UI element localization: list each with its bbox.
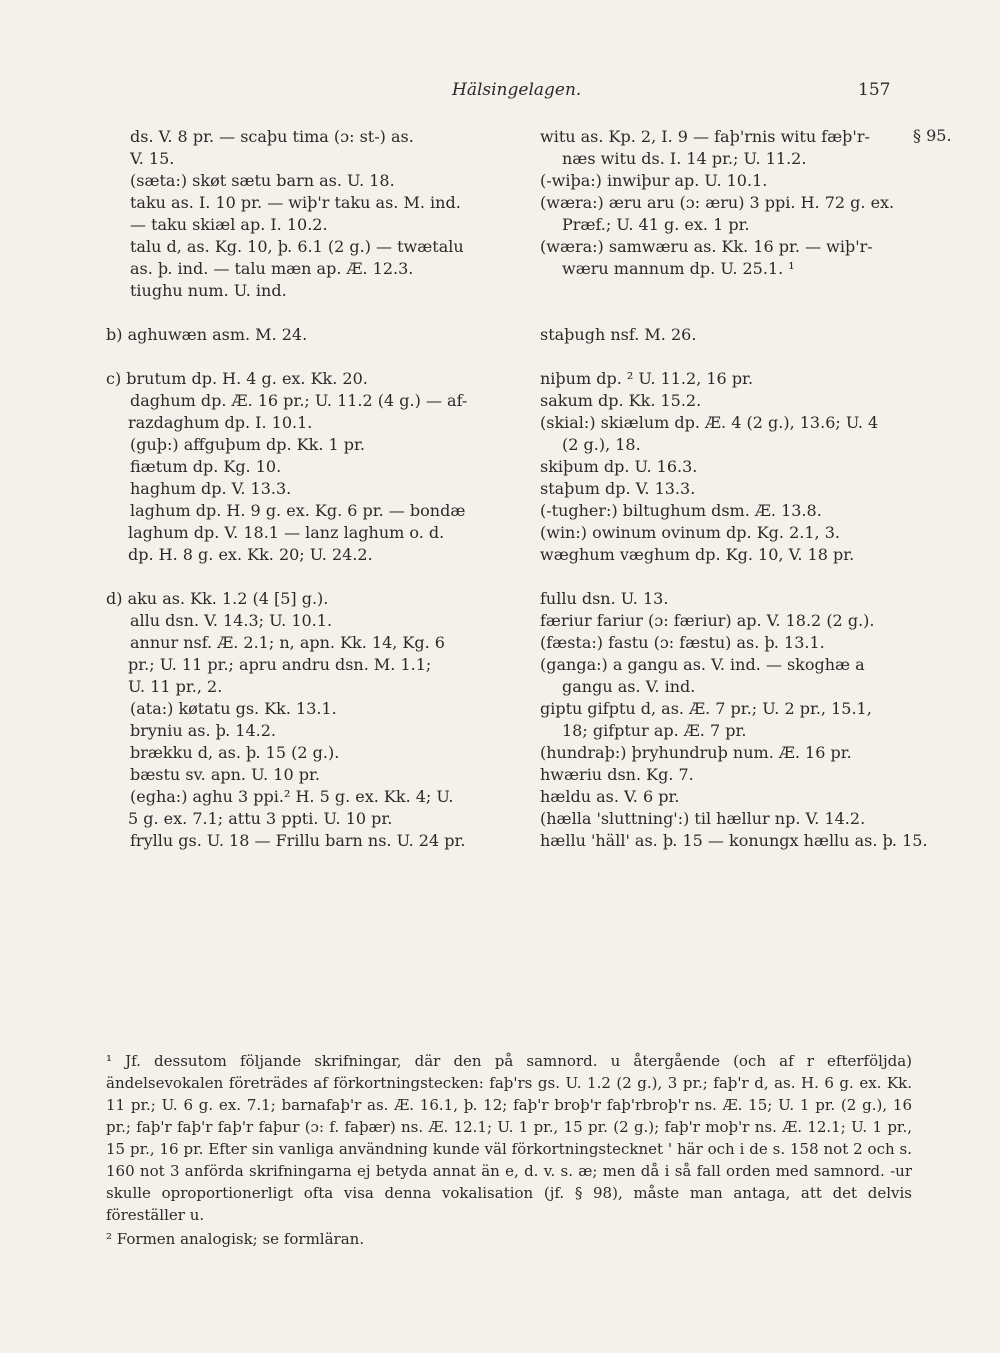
text-line: fiætum dp. Kg. 10. [130, 457, 282, 476]
text-line: (wæra:) samwæru as. Kk. 16 pr. — wiþ'r- [540, 237, 873, 256]
text-line: brækku d, as. þ. 15 (2 g.). [130, 743, 340, 762]
text-line: sakum dp. Kk. 15.2. [540, 391, 702, 410]
text-line: bæstu sv. apn. U. 10 pr. [130, 765, 320, 784]
text-line: (hundraþ:) þryhundruþ num. Æ. 16 pr. [540, 743, 852, 762]
text-line: staþugh nsf. M. 26. [540, 325, 697, 344]
section-margin-note: § 95. [913, 126, 952, 145]
text-line: færiur fariur (ɔ: færiur) ap. V. 18.2 (2 g.). [540, 611, 875, 630]
text-line: witu as. Kp. 2, I. 9 — faþ'rnis witu fæþ'r- [540, 127, 870, 146]
text-line: taku as. I. 10 pr. — wiþ'r taku as. M. ind. [130, 193, 461, 212]
footnotes [106, 1050, 912, 1250]
text-line: d) aku as. Kk. 1.2 (4 [5] g.). [106, 589, 329, 608]
text-line: V. 15. [130, 149, 175, 168]
text-line: gangu as. V. ind. [562, 677, 696, 696]
text-line: laghum dp. V. 18.1 — lanz laghum o. d. [128, 523, 445, 542]
text-line: (hælla 'sluttning':) til hællur np. V. 14.2. [540, 809, 866, 828]
text-line [540, 280, 912, 302]
text-line: (sæta:) skøt sætu barn as. U. 18. [130, 171, 395, 190]
text-line: ds. V. 8 pr. — scaþu tima (ɔ: st-) as. [130, 127, 414, 146]
text-line: b) aghuwæn asm. M. 24. [106, 325, 308, 344]
text-line: (ata:) køtatu gs. Kk. 13.1. [130, 699, 337, 718]
text-line [106, 302, 511, 324]
text-line: wæghum væghum dp. Kg. 10, V. 18 pr. [540, 545, 855, 564]
footnote: ¹ Jf. dessutom följande skrifningar, där den på samnord. u återgående (och af r efterföljda) ändelsevokalen företrädes af förkortningstecken: faþ'rs gs. U. 1.2 (2 g.), 3 pr.; faþ'r d, as. H. 6 g. ex. Kk. 11 pr.; U. 6 g. ex. 7.1; barnafaþ'r as. Æ. 16.1, þ. 12; faþ'r broþ'r faþ'rbroþ'r ns. Æ. 15; U. 1 pr. (2 g.), 16 pr.; faþ'r faþ'r faþ'r faþur (ɔ: f. faþær) ns. Æ. 12.1; U. 1 pr., 15 pr. (2 g.); faþ'r moþ'r ns. Æ. 12.1; U. 1 pr., 15 pr., 16 pr. Efter sin vanliga användning kunde väl förkortningstecknet ' här och i de s. 158 not 2 och s. 160 not 3 anförda skrifningarna ej betyda annat än e, d. v. s. æ; men då i så fall orden med samnord. -ur skulle oproportionerligt ofta visa denna vokalisation (jf. § 98), måste man antaga, att det delvis föreställer u. [106, 1052, 912, 1224]
text-line: (win:) owinum ovinum dp. Kg. 2.1, 3. [540, 523, 840, 542]
text-line: (fæsta:) fastu (ɔ: fæstu) as. þ. 13.1. [540, 633, 825, 652]
text-line: skiþum dp. U. 16.3. [540, 457, 698, 476]
text-line: talu d, as. Kg. 10, þ. 6.1 (2 g.) — twætalu [130, 237, 464, 256]
text-line: daghum dp. Æ. 16 pr.; U. 11.2 (4 g.) — af- [130, 391, 468, 410]
right-column [540, 126, 928, 852]
text-line: giptu gifptu d, as. Æ. 7 pr.; U. 2 pr., 15.1, [540, 699, 872, 718]
text-line: næs witu ds. I. 14 pr.; U. 11.2. [562, 149, 807, 168]
text-line: razdaghum dp. I. 10.1. [128, 413, 313, 432]
text-line: (-wiþa:) inwiþur ap. U. 10.1. [540, 171, 768, 190]
text-line: U. 11 pr., 2. [128, 677, 223, 696]
text-line: fryllu gs. U. 18 — Frillu barn ns. U. 24 pr. [130, 831, 466, 850]
text-line: hwæriu dsn. Kg. 7. [540, 765, 694, 784]
text-line [540, 566, 912, 588]
text-line: as. þ. ind. — talu mæn ap. Æ. 12.3. [130, 259, 414, 278]
left-column [106, 126, 511, 852]
text-line [106, 566, 511, 588]
text-line: laghum dp. H. 9 g. ex. Kg. 6 pr. — bondæ [130, 501, 466, 520]
text-line: wæru mannum dp. U. 25.1. ¹ [562, 259, 795, 278]
text-line: staþum dp. V. 13.3. [540, 479, 696, 498]
running-title: Hälsingelagen. [452, 80, 582, 100]
text-line [540, 302, 912, 324]
page-number: 157 [858, 80, 891, 100]
text-line: Præf.; U. 41 g. ex. 1 pr. [562, 215, 750, 234]
text-line: c) brutum dp. H. 4 g. ex. Kk. 20. [106, 369, 368, 388]
text-line [106, 346, 511, 368]
text-line: (skial:) skiælum dp. Æ. 4 (2 g.), 13.6; U. 4 [540, 413, 879, 432]
text-line: pr.; U. 11 pr.; apru andru dsn. M. 1.1; [128, 655, 432, 674]
text-line: (wæra:) æru aru (ɔ: æru) 3 ppi. H. 72 g. ex. [540, 193, 895, 212]
text-line: allu dsn. V. 14.3; U. 10.1. [130, 611, 333, 630]
text-line: 18; gifptur ap. Æ. 7 pr. [562, 721, 747, 740]
text-line: — taku skiæl ap. I. 10.2. [130, 215, 328, 234]
text-line: dp. H. 8 g. ex. Kk. 20; U. 24.2. [128, 545, 373, 564]
page-header [0, 80, 1000, 110]
text-line: fullu dsn. U. 13. [540, 589, 669, 608]
text-line: (ganga:) a gangu as. V. ind. — skoghæ a [540, 655, 865, 674]
text-line: niþum dp. ² U. 11.2, 16 pr. [540, 369, 754, 388]
text-line: annur nsf. Æ. 2.1; n, apn. Kk. 14, Kg. 6 [130, 633, 445, 652]
text-line: hældu as. V. 6 pr. [540, 787, 680, 806]
text-line: bryniu as. þ. 14.2. [130, 721, 276, 740]
text-line: haghum dp. V. 13.3. [130, 479, 292, 498]
text-line: (egha:) aghu 3 ppi.² H. 5 g. ex. Kk. 4; U. [130, 787, 454, 806]
text-line: 5 g. ex. 7.1; attu 3 ppti. U. 10 pr. [128, 809, 393, 828]
text-line: hællu 'häll' as. þ. 15 — konungx hællu as. þ. 15. [540, 831, 928, 850]
text-line: (guþ:) affguþum dp. Kk. 1 pr. [130, 435, 365, 454]
text-line: (2 g.), 18. [562, 435, 641, 454]
text-line: tiughu num. U. ind. [130, 281, 287, 300]
text-line [540, 346, 912, 368]
text-line: (-tugher:) biltughum dsm. Æ. 13.8. [540, 501, 822, 520]
footnote: ² Formen analogisk; se formläran. [106, 1230, 365, 1248]
